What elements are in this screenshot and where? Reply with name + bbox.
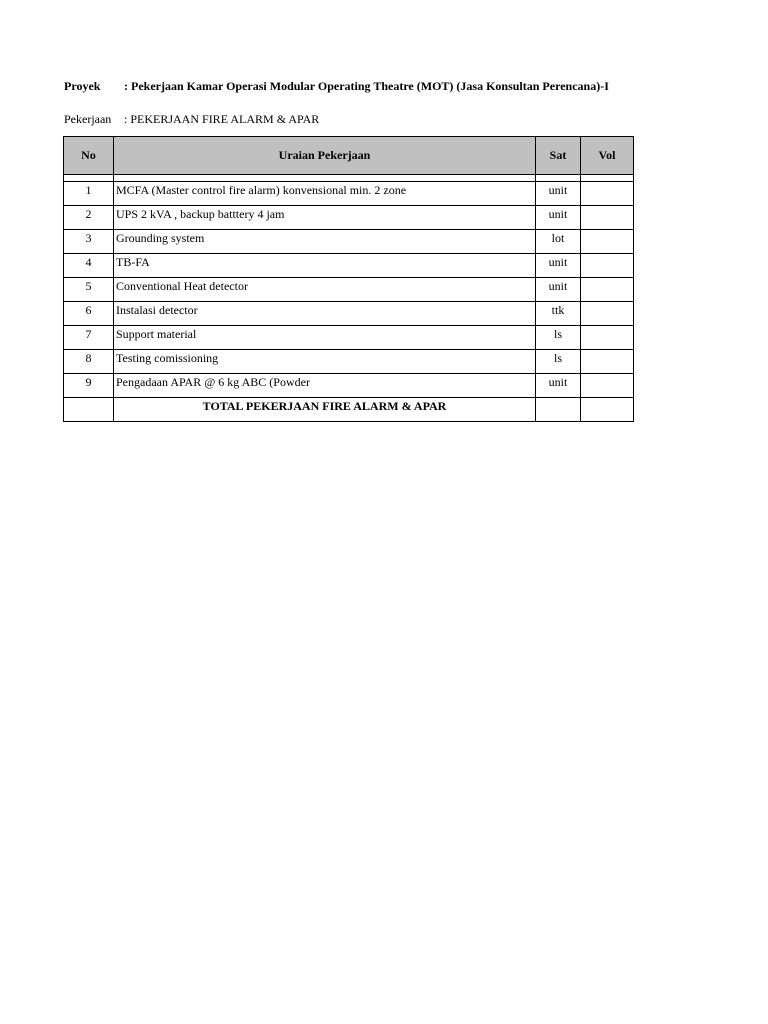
project-label: Proyek [64, 79, 101, 93]
row-no: 3 [64, 230, 114, 254]
row-description: Conventional Heat detector [114, 278, 536, 302]
table-row [64, 302, 634, 326]
work-label: Pekerjaan [64, 112, 112, 126]
total-label: TOTAL PEKERJAAN FIRE ALARM & APAR [114, 398, 536, 422]
row-no: 5 [64, 278, 114, 302]
row-no: 4 [64, 254, 114, 278]
spacer-row [64, 175, 634, 182]
project-line [64, 79, 633, 94]
row-no: 2 [64, 206, 114, 230]
table-row [64, 326, 634, 350]
row-unit: unit [536, 254, 581, 278]
row-unit: unit [536, 206, 581, 230]
row-no: 8 [64, 350, 114, 374]
total-no-cell [64, 398, 114, 422]
table-row [64, 182, 634, 206]
table-row [64, 278, 634, 302]
row-description: Testing comissioning [114, 350, 536, 374]
row-volume [581, 254, 634, 278]
project-separator: : [124, 79, 128, 93]
row-volume [581, 278, 634, 302]
row-description: MCFA (Master control fire alarm) konvensional min. 2 zone [114, 182, 536, 206]
total-volume-cell [581, 398, 634, 422]
spacer-cell [64, 175, 114, 182]
header-description: Uraian Pekerjaan [114, 137, 536, 175]
spacer-cell [581, 175, 634, 182]
table-row [64, 206, 634, 230]
table-header-row [64, 137, 634, 175]
row-volume [581, 230, 634, 254]
header-no: No [64, 137, 114, 175]
row-volume [581, 302, 634, 326]
row-unit: unit [536, 374, 581, 398]
total-row [64, 398, 634, 422]
row-description: Support material [114, 326, 536, 350]
bill-of-quantities-table [63, 136, 634, 422]
row-no: 7 [64, 326, 114, 350]
row-unit: unit [536, 182, 581, 206]
work-line [64, 112, 319, 127]
header-volume: Vol [581, 137, 634, 175]
row-description: UPS 2 kVA , backup batttery 4 jam [114, 206, 536, 230]
row-volume [581, 182, 634, 206]
row-no: 6 [64, 302, 114, 326]
work-name: PEKERJAAN FIRE ALARM & APAR [130, 112, 320, 126]
row-unit: ls [536, 326, 581, 350]
row-description: Pengadaan APAR @ 6 kg ABC (Powder [114, 374, 536, 398]
table-row [64, 374, 634, 398]
row-unit: unit [536, 278, 581, 302]
row-unit: ls [536, 350, 581, 374]
work-separator: : [124, 112, 128, 126]
table-row [64, 230, 634, 254]
project-name: Pekerjaan Kamar Operasi Modular Operating Theatre (MOT) (Jasa Konsultan Perencana)-I [131, 79, 609, 93]
row-unit: lot [536, 230, 581, 254]
row-description: Grounding system [114, 230, 536, 254]
spacer-cell [114, 175, 536, 182]
row-volume [581, 326, 634, 350]
row-volume [581, 350, 634, 374]
row-unit: ttk [536, 302, 581, 326]
row-description: TB-FA [114, 254, 536, 278]
row-description: Instalasi detector [114, 302, 536, 326]
total-unit-cell [536, 398, 581, 422]
row-no: 1 [64, 182, 114, 206]
row-volume [581, 206, 634, 230]
table-row [64, 350, 634, 374]
row-no: 9 [64, 374, 114, 398]
table-row [64, 254, 634, 278]
header-unit: Sat [536, 137, 581, 175]
row-volume [581, 374, 634, 398]
spacer-cell [536, 175, 581, 182]
